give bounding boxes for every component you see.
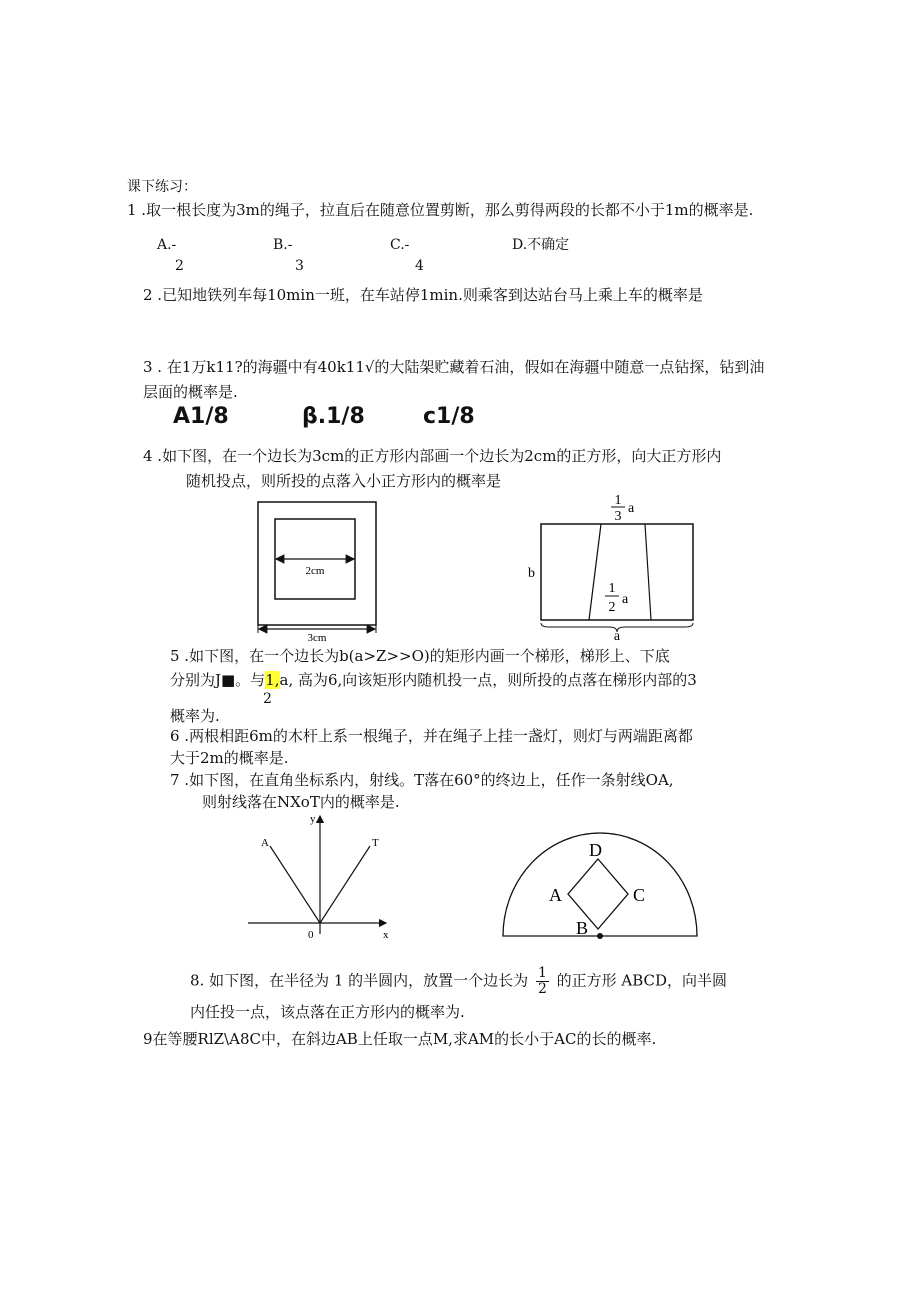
center-point: [597, 933, 603, 939]
bottom-frac-var: a: [622, 592, 629, 607]
question-5-line2: [170, 671, 697, 689]
inner-side-label: 2cm: [305, 565, 325, 577]
question-7-line2: 则射线落在NXoT内的概率是.: [202, 793, 400, 811]
section-header: 课下练习：: [127, 179, 197, 195]
nested-squares-figure: [253, 497, 393, 642]
trapezoid-right-leg: [645, 524, 651, 620]
q1-option-b-den: 3: [295, 258, 304, 274]
top-frac-num: 1: [614, 493, 622, 508]
bottom-frac-den: 2: [608, 600, 616, 615]
question-4-line1: 4 .如下图，在一个边长为3cm的正方形内部画一个边长为2cm的正方形，向大正方形内: [143, 447, 722, 465]
vertex-a-label: A: [549, 885, 562, 905]
q5-highlighted-fraction: 1,: [265, 671, 280, 689]
q8-fraction-den: 2: [537, 981, 547, 997]
q1-option-b: B.-: [273, 237, 293, 253]
vertex-b-label: B: [576, 918, 589, 938]
question-7-line1: 7 .如下图，在直角坐标系内，射线。T落在60°的终边上，任作一条射线OA,: [170, 771, 674, 789]
q5-fraction-subscript: 2: [263, 691, 272, 707]
q3-option-c: c1/8: [423, 404, 475, 429]
rectangle: [541, 524, 693, 620]
origin-label: 0: [308, 929, 314, 941]
bottom-frac-num: 1: [608, 581, 616, 596]
q8-prefix: 8. 如下图，在半径为 1 的半圆内，放置一个边长为: [190, 971, 529, 990]
base-label-a: a: [613, 629, 621, 644]
trapezoid-figure: [525, 490, 705, 644]
q5-line2-rest: a, 高为6,向该矩形内随机投一点，则所投的点落在梯形内部的3: [279, 671, 697, 689]
question-6-line1: 6 .两根相距6m的木杆上系一根绳子，并在绳子上挂一盏灯，则灯与两端距离都: [170, 727, 693, 745]
q1-option-a: A.-: [157, 237, 177, 253]
q8-fraction-num: 1: [537, 965, 547, 981]
trapezoid-left-leg: [589, 524, 601, 620]
question-6-line2: 大于2m的概率是.: [170, 749, 289, 767]
axes-figure: [248, 812, 398, 942]
question-2-text: 2 .已知地铁列车每10min一班，在车站停1min.则乘客到达站台马上乘上车的概率是: [143, 286, 703, 304]
vertex-c-label: C: [633, 885, 646, 905]
ray-ot: [320, 846, 370, 923]
q1-option-d: D.不确定: [512, 237, 570, 253]
side-label-b: b: [528, 566, 535, 581]
semicircle-figure: [500, 815, 710, 940]
top-frac-den: 3: [614, 509, 622, 524]
question-3-line2: 层面的概率是.: [143, 383, 238, 401]
y-label: y: [310, 813, 316, 825]
x-label: x: [383, 929, 389, 941]
question-5-line1: 5 .如下图，在一个边长为b(a>Z>>O)的矩形内画一个梯形，梯形上、下底: [170, 647, 670, 665]
q5-line2-start: 分别为J■。与: [170, 671, 266, 689]
question-8-line2: 内任投一点，该点落在正方形内的概率为.: [190, 1003, 465, 1021]
question-9-text: 9在等腰RlZ\A8C中，在斜边AB上任取一点M,求AM的长小于AC的长的概率.: [143, 1030, 657, 1048]
question-5-line3: 概率为.: [170, 707, 220, 725]
q1-option-c: C.-: [390, 237, 410, 253]
q1-option-c-den: 4: [415, 258, 424, 274]
q3-option-a: A1/8: [173, 404, 229, 429]
outer-side-label: 3cm: [307, 632, 327, 644]
point-a-label: A: [261, 837, 269, 849]
question-4-line2: 随机投点，则所投的点落入小正方形内的概率是: [186, 472, 502, 490]
question-8-line1: [190, 966, 727, 997]
q8-suffix: 的正方形 ABCD，向半圆: [556, 971, 728, 990]
vertex-d-label: D: [589, 840, 602, 860]
ray-oa: [270, 846, 320, 923]
q1-option-a-den: 2: [175, 258, 184, 274]
question-3-line1: 3 . 在1万k11?的海疆中有40k11√的大陆架贮藏着石油，假如在海疆中随意一点钻探，钻到油: [143, 358, 765, 376]
top-frac-var: a: [628, 501, 635, 516]
q3-option-b: β.1/8: [302, 404, 365, 429]
q8-fraction: [536, 966, 549, 997]
point-t-label: T: [372, 837, 379, 849]
question-1-text: 1 .取一根长度为3m的绳子，拉直后在随意位置剪断，那么剪得两段的长都不小于1m的概率是.: [127, 201, 754, 219]
